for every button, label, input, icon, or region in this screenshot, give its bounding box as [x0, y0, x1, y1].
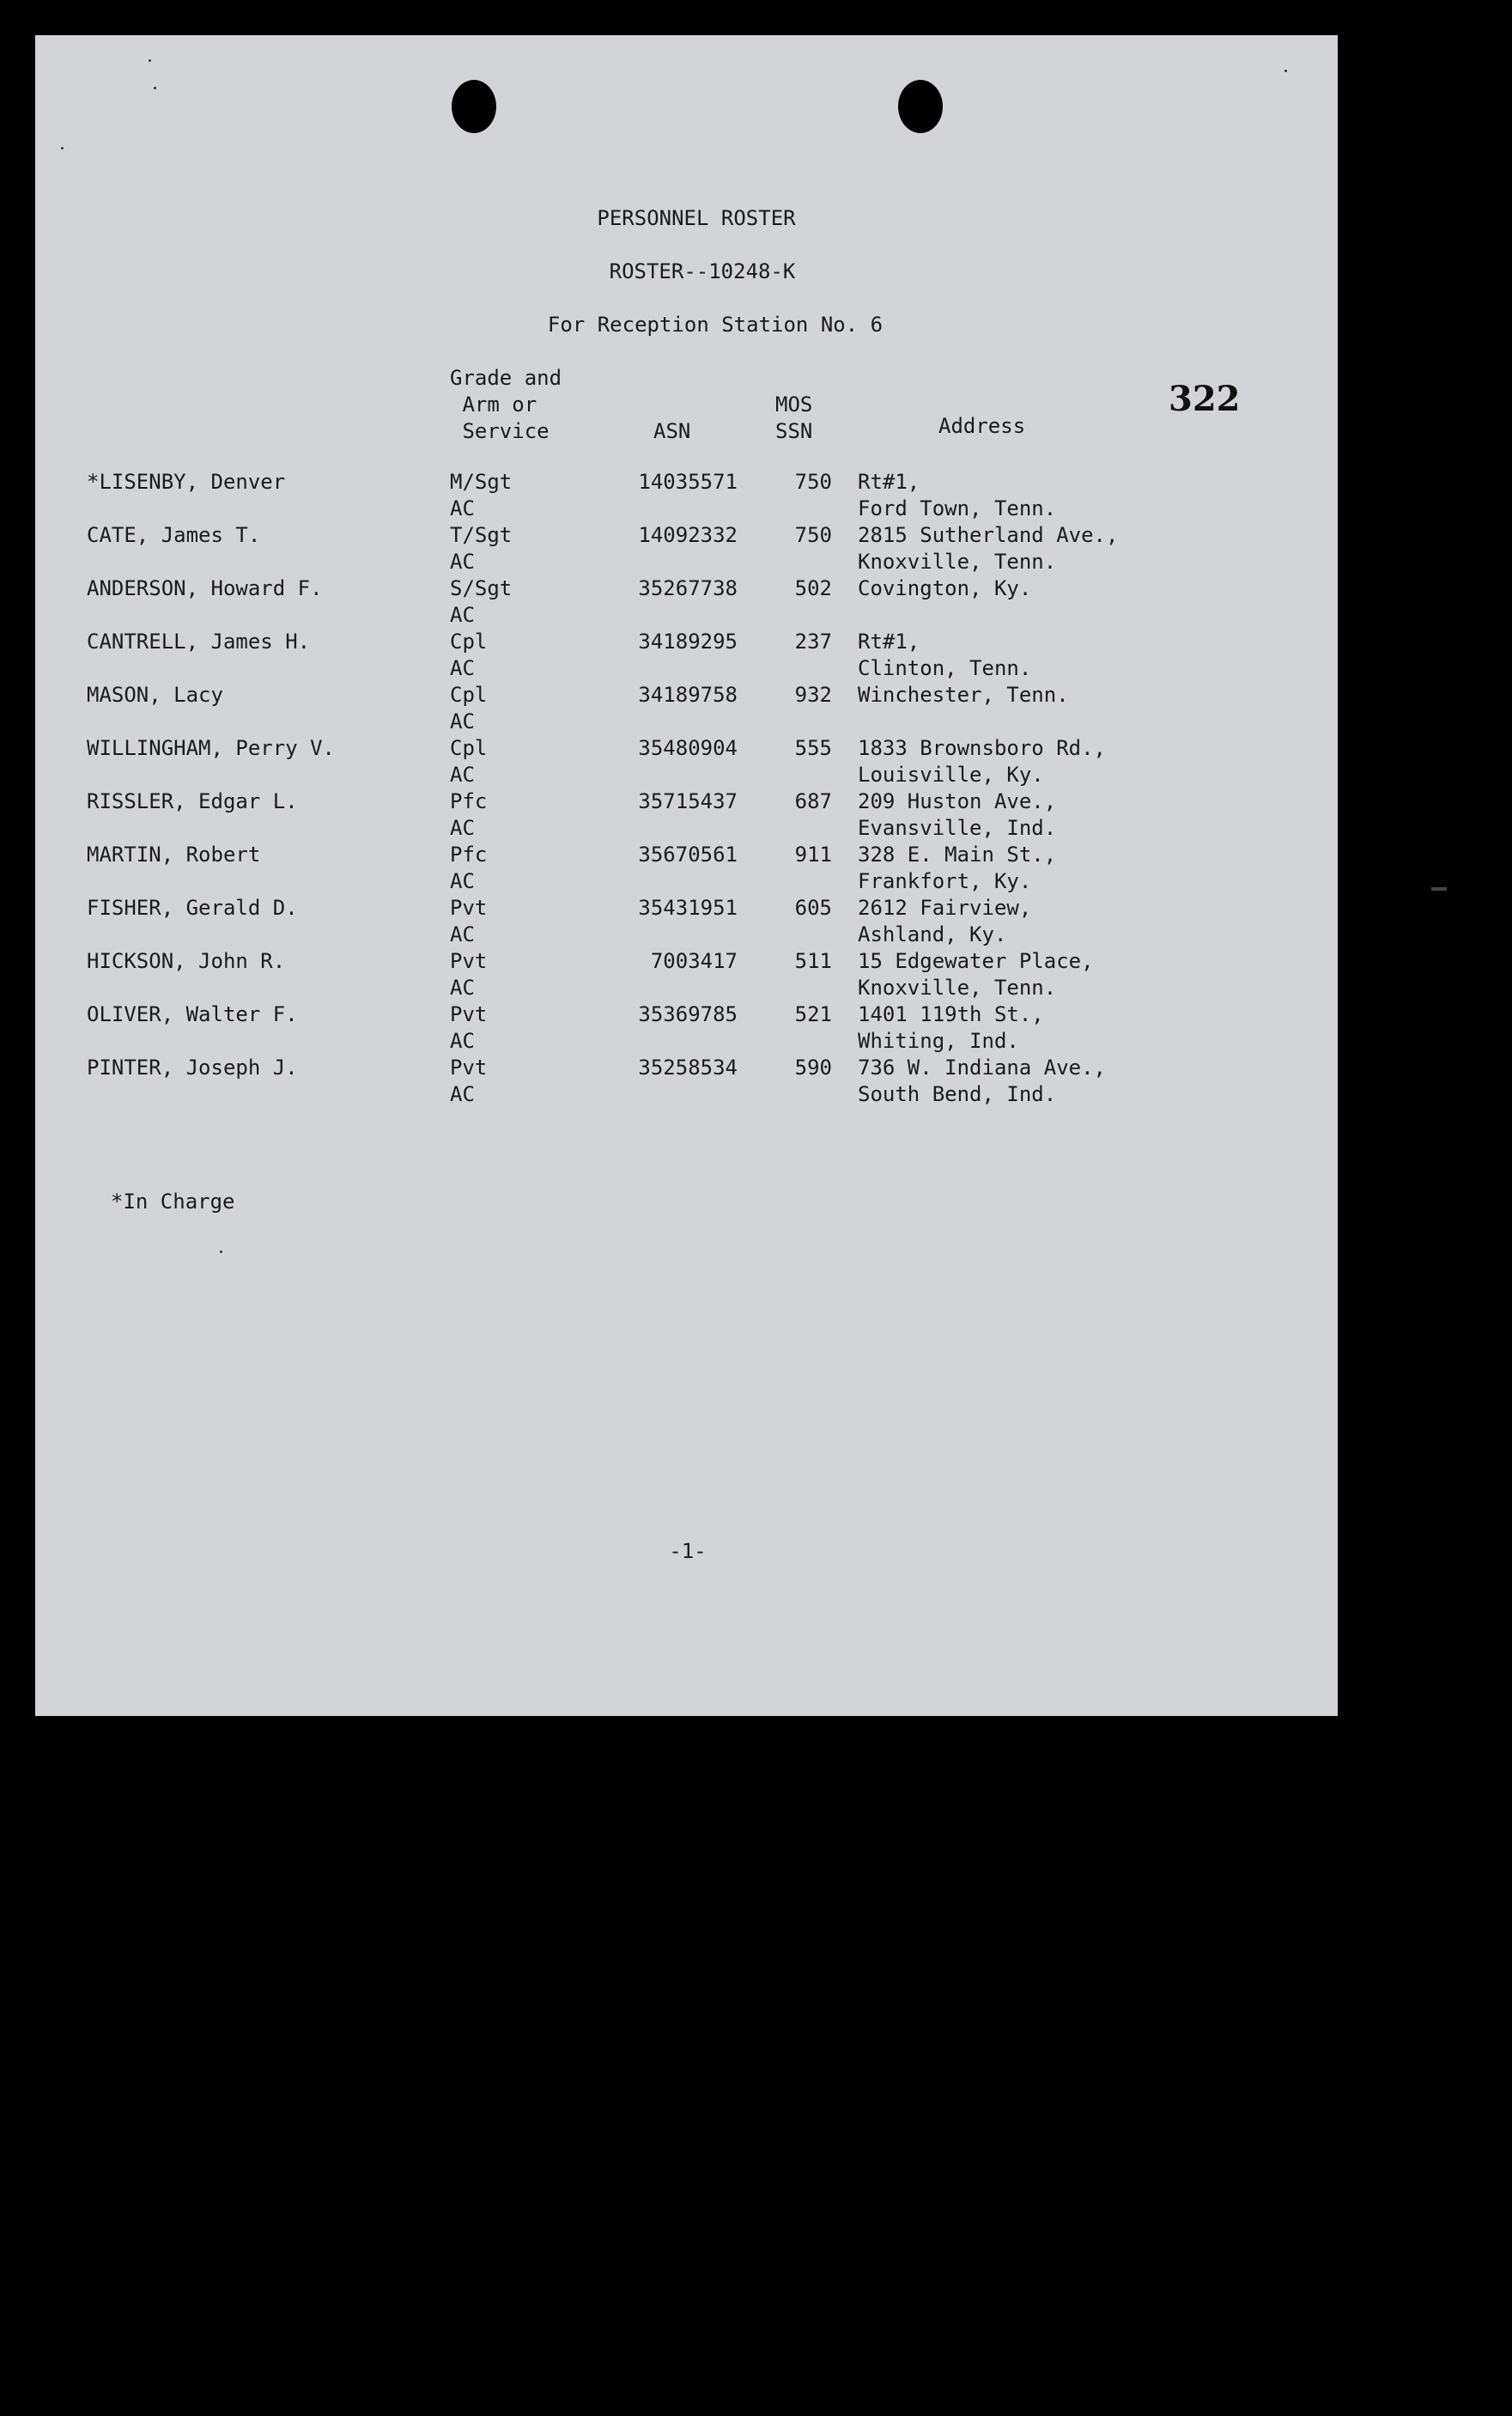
- soldier-name: WILLINGHAM, Perry V.: [87, 736, 335, 760]
- page-stamp-number: 322: [1169, 379, 1241, 419]
- arm-service: AC: [450, 709, 475, 733]
- arm-service: AC: [450, 1082, 475, 1106]
- address-line-1: 2612 Fairview,: [858, 896, 1032, 920]
- address-line-2: South Bend, Ind.: [858, 1082, 1057, 1106]
- page-number: -1-: [669, 1539, 707, 1563]
- mos-ssn: 590: [794, 1056, 832, 1080]
- table-row: [35, 735, 1338, 788]
- mos-ssn: 911: [794, 843, 832, 867]
- paper-speck: [154, 87, 156, 89]
- scan-mark: [1431, 887, 1447, 891]
- address-line-1: 209 Huston Ave.,: [858, 789, 1057, 813]
- address-line-1: Rt#1,: [858, 630, 920, 654]
- address-line-2: Whiting, Ind.: [858, 1029, 1019, 1053]
- grade: T/Sgt: [450, 523, 513, 547]
- soldier-name: CATE, James T.: [87, 523, 261, 547]
- asn: 35369785: [638, 1002, 738, 1026]
- asn: 14092332: [638, 523, 738, 547]
- table-row: [35, 842, 1338, 895]
- asn: 7003417: [650, 949, 738, 973]
- arm-service: AC: [450, 550, 475, 574]
- paper-speck: [1284, 70, 1287, 72]
- arm-service: AC: [450, 763, 475, 787]
- soldier-name: MARTIN, Robert: [87, 843, 261, 867]
- asn: 35670561: [638, 843, 738, 867]
- paper-speck: [220, 1251, 222, 1253]
- address-line-1: 736 W. Indiana Ave.,: [858, 1056, 1106, 1080]
- table-row: [35, 629, 1338, 682]
- address-line-2: Louisville, Ky.: [858, 763, 1044, 787]
- address-line-1: Covington, Ky.: [858, 576, 1032, 600]
- soldier-name: *LISENBY, Denver: [87, 470, 286, 494]
- grade: Pvt: [450, 1056, 488, 1080]
- document-subtitle: For Reception Station No. 6: [547, 313, 884, 337]
- soldier-name: OLIVER, Walter F.: [87, 1002, 298, 1026]
- arm-service: AC: [450, 976, 475, 1000]
- mos-ssn: 605: [794, 896, 832, 920]
- arm-service: AC: [450, 603, 475, 627]
- address-line-1: 1833 Brownsboro Rd.,: [858, 736, 1106, 760]
- mos-ssn: 521: [794, 1002, 832, 1026]
- arm-service: AC: [450, 816, 475, 840]
- soldier-name: HICKSON, John R.: [87, 949, 286, 973]
- arm-service: AC: [450, 922, 475, 946]
- table-row: [35, 948, 1338, 1001]
- asn: 34189758: [638, 683, 738, 707]
- mos-ssn: 687: [794, 789, 832, 813]
- header-grade: Grade and Arm or Service: [450, 366, 562, 443]
- grade: Cpl: [450, 736, 488, 760]
- address-line-2: Ford Town, Tenn.: [858, 496, 1057, 520]
- punch-hole-left: [452, 80, 496, 133]
- mos-ssn: 555: [794, 736, 832, 760]
- asn: 35267738: [638, 576, 738, 600]
- arm-service: AC: [450, 869, 475, 893]
- soldier-name: RISSLER, Edgar L.: [87, 789, 298, 813]
- arm-service: AC: [450, 1029, 475, 1053]
- soldier-name: FISHER, Gerald D.: [87, 896, 298, 920]
- soldier-name: CANTRELL, James H.: [87, 630, 311, 654]
- address-line-2: Clinton, Tenn.: [858, 656, 1032, 680]
- arm-service: AC: [450, 496, 475, 520]
- table-row: [35, 895, 1338, 948]
- address-line-2: Knoxville, Tenn.: [858, 976, 1057, 1000]
- table-row: [35, 1001, 1338, 1055]
- address-line-2: Frankfort, Ky.: [858, 869, 1032, 893]
- header-mos: MOS SSN: [775, 393, 813, 443]
- soldier-name: MASON, Lacy: [87, 683, 223, 707]
- soldier-name: PINTER, Joseph J.: [87, 1056, 298, 1080]
- mos-ssn: 750: [794, 523, 832, 547]
- address-line-2: Ashland, Ky.: [858, 922, 1007, 946]
- paper-speck: [149, 59, 151, 62]
- table-row: [35, 788, 1338, 842]
- address-line-1: 15 Edgewater Place,: [858, 949, 1094, 973]
- mos-ssn: 932: [794, 683, 832, 707]
- mos-ssn: 237: [794, 630, 832, 654]
- soldier-name: ANDERSON, Howard F.: [87, 576, 323, 600]
- asn: 34189295: [638, 630, 738, 654]
- grade: M/Sgt: [450, 470, 513, 494]
- address-line-1: 328 E. Main St.,: [858, 843, 1057, 867]
- address-line-1: 1401 119th St.,: [858, 1002, 1044, 1026]
- document-page: [35, 35, 1338, 1716]
- mos-ssn: 502: [794, 576, 832, 600]
- grade: Pfc: [450, 843, 488, 867]
- grade: Pvt: [450, 896, 488, 920]
- grade: Cpl: [450, 630, 488, 654]
- table-row: [35, 575, 1338, 629]
- grade: Pvt: [450, 949, 488, 973]
- grade: S/Sgt: [450, 576, 513, 600]
- address-line-1: Winchester, Tenn.: [858, 683, 1069, 707]
- table-row: [35, 1055, 1338, 1108]
- mos-ssn: 750: [794, 470, 832, 494]
- table-row: [35, 522, 1338, 575]
- arm-service: AC: [450, 656, 475, 680]
- asn: 35715437: [638, 789, 738, 813]
- punch-hole-right: [898, 80, 943, 133]
- address-line-2: Evansville, Ind.: [858, 816, 1057, 840]
- document-title: PERSONNEL ROSTER: [597, 206, 796, 230]
- grade: Cpl: [450, 683, 488, 707]
- grade: Pvt: [450, 1002, 488, 1026]
- mos-ssn: 511: [794, 949, 832, 973]
- header-asn: ASN: [653, 419, 691, 443]
- asn: 35480904: [638, 736, 738, 760]
- roster-number: ROSTER--10248-K: [609, 259, 796, 283]
- asn: 14035571: [638, 470, 738, 494]
- grade: Pfc: [450, 789, 488, 813]
- address-line-1: 2815 Sutherland Ave.,: [858, 523, 1119, 547]
- address-line-2: Knoxville, Tenn.: [858, 550, 1057, 574]
- address-line-1: Rt#1,: [858, 470, 920, 494]
- header-address: Address: [938, 414, 1026, 438]
- table-row: [35, 469, 1338, 522]
- paper-speck: [61, 147, 64, 149]
- table-row: [35, 682, 1338, 735]
- asn: 35258534: [638, 1056, 738, 1080]
- footnote-in-charge: *In Charge: [111, 1190, 235, 1214]
- asn: 35431951: [638, 896, 738, 920]
